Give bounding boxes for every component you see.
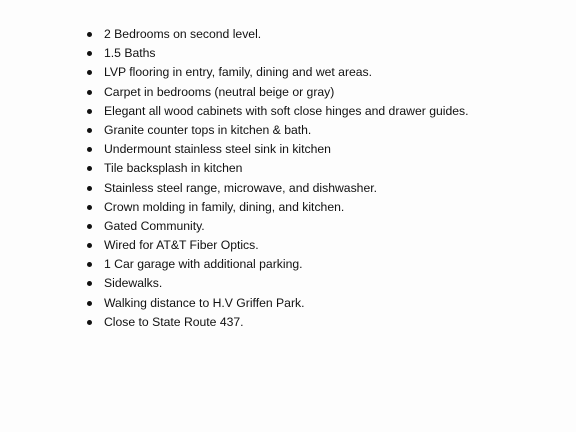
list-item: [84, 255, 469, 274]
bullet-icon: [87, 51, 92, 56]
bullet-icon: [87, 281, 92, 286]
list-item: [84, 140, 469, 159]
feature-text: Stainless steel range, microwave, and dishwasher.: [104, 180, 378, 195]
bullet-icon: [87, 243, 92, 248]
feature-text: Gated Community.: [104, 218, 205, 233]
feature-text: LVP flooring in entry, family, dining and wet areas.: [104, 65, 373, 80]
feature-text: Sidewalks.: [104, 276, 163, 291]
feature-text: Walking distance to H.V Griffen Park.: [104, 295, 305, 310]
bullet-icon: [87, 320, 92, 325]
bullet-icon: [87, 32, 92, 37]
list-item: [84, 313, 469, 332]
feature-text: Undermount stainless steel sink in kitchen: [104, 142, 331, 157]
feature-text: Close to State Route 437.: [104, 314, 244, 329]
bullet-icon: [87, 205, 92, 210]
feature-list: [84, 25, 469, 332]
feature-text: Granite counter tops in kitchen & bath.: [104, 122, 312, 137]
list-item: [84, 294, 469, 313]
bullet-icon: [87, 262, 92, 267]
list-item: [84, 63, 469, 82]
feature-text: Carpet in bedrooms (neutral beige or gray): [104, 84, 335, 99]
feature-text: 2 Bedrooms on second level.: [104, 27, 262, 41]
list-item: [84, 217, 469, 236]
bullet-icon: [87, 224, 92, 229]
feature-text: 1.5 Baths: [104, 46, 156, 61]
list-item: [84, 25, 469, 44]
bullet-icon: [87, 186, 92, 191]
list-item: [84, 198, 469, 217]
list-item: [84, 83, 469, 102]
bullet-icon: [87, 147, 92, 152]
feature-text: Elegant all wood cabinets with soft close hinges and drawer guides.: [104, 103, 469, 118]
list-item: [84, 159, 469, 178]
bullet-icon: [87, 70, 92, 75]
list-item: [84, 179, 469, 198]
bullet-icon: [87, 166, 92, 171]
list-item: [84, 121, 469, 140]
bullet-icon: [87, 301, 92, 306]
list-item: [84, 236, 469, 255]
bullet-icon: [87, 109, 92, 114]
feature-text: Wired for AT&T Fiber Optics.: [104, 238, 259, 253]
feature-text: Crown molding in family, dining, and kitchen.: [104, 199, 345, 214]
list-item: [84, 102, 469, 121]
list-item: [84, 274, 469, 293]
feature-text: 1 Car garage with additional parking.: [104, 257, 303, 272]
list-item: [84, 44, 469, 63]
bullet-icon: [87, 90, 92, 95]
bullet-icon: [87, 128, 92, 133]
feature-text: Tile backsplash in kitchen: [104, 161, 243, 176]
